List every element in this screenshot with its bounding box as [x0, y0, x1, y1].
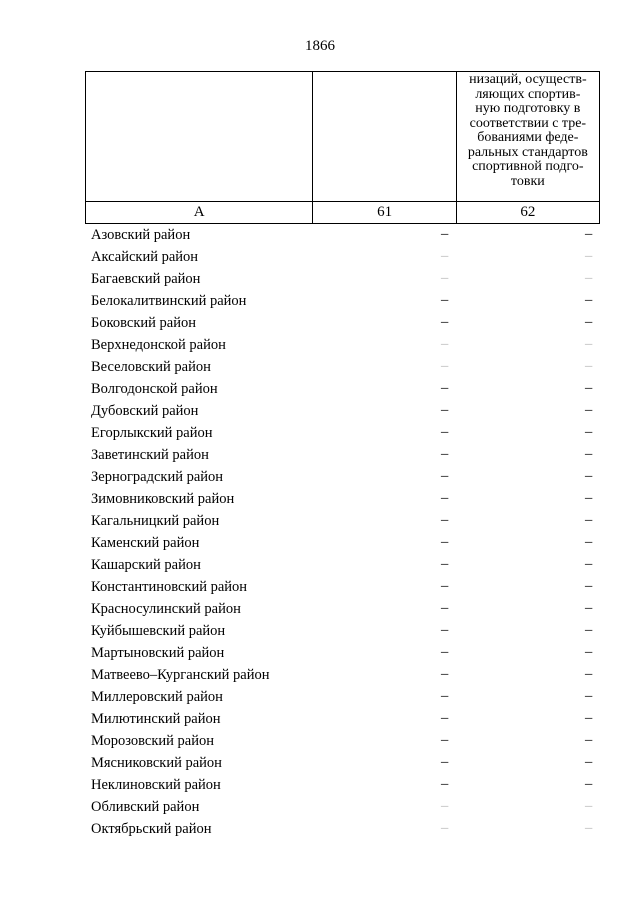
value-col-62: – [585, 622, 593, 638]
district-name: Неклиновский район [91, 777, 221, 793]
district-name: Красносулинский район [91, 601, 241, 617]
district-name: Боковский район [91, 315, 196, 331]
value-col-62: – [585, 446, 593, 462]
district-name: Константиновский район [91, 579, 248, 595]
value-col-61: – [441, 710, 449, 726]
district-name: Морозовский район [91, 733, 215, 749]
district-name: Каменский район [91, 535, 200, 551]
header-cell-1 [86, 72, 313, 202]
value-col-62: – [585, 666, 593, 682]
district-name: Мартыновский район [91, 645, 225, 661]
value-col-61: – [441, 534, 449, 550]
table-row [0, 796, 640, 818]
value-col-62: – [585, 490, 593, 506]
table-row [0, 488, 640, 510]
value-col-62: – [585, 248, 593, 264]
header-col3-text: низаций, осуществ- ляющих спортив- ную подготовку в соответствии с тре- бованиями феде- ральных стандартов спортивной подго- товки [467, 72, 588, 189]
value-col-62: – [585, 534, 593, 550]
table-row [0, 510, 640, 532]
table-row [0, 312, 640, 334]
table-row [0, 246, 640, 268]
district-name: Веселовский район [91, 359, 211, 375]
value-col-61: – [441, 644, 449, 660]
value-col-61: – [441, 226, 449, 242]
header-cell-2 [313, 72, 456, 202]
district-name: Матвеево–Курганский район [91, 667, 270, 683]
district-name: Кагальницкий район [91, 513, 220, 529]
value-col-62: – [585, 798, 593, 814]
table-row [0, 664, 640, 686]
district-name: Егорлыкский район [91, 425, 213, 441]
value-col-61: – [441, 556, 449, 572]
value-col-61: – [441, 468, 449, 484]
table-row [0, 532, 640, 554]
table-row [0, 620, 640, 642]
table-row [0, 598, 640, 620]
district-name: Азовский район [91, 227, 191, 243]
value-col-61: – [441, 446, 449, 462]
value-col-62: – [585, 754, 593, 770]
value-col-61: – [441, 776, 449, 792]
table-row [0, 774, 640, 796]
table-row [0, 268, 640, 290]
table-row [0, 554, 640, 576]
district-name: Волгодонской район [91, 381, 218, 397]
value-col-61: – [441, 754, 449, 770]
value-col-62: – [585, 732, 593, 748]
value-col-61: – [441, 292, 449, 308]
value-col-61: – [441, 512, 449, 528]
table-row [0, 422, 640, 444]
district-list [0, 224, 640, 840]
value-col-62: – [585, 710, 593, 726]
district-name: Обливский район [91, 799, 200, 815]
value-col-61: – [441, 336, 449, 352]
district-name: Кашарский район [91, 557, 201, 573]
table-row [0, 290, 640, 312]
district-name: Багаевский район [91, 271, 201, 287]
value-col-61: – [441, 424, 449, 440]
value-col-62: – [585, 270, 593, 286]
value-col-62: – [585, 424, 593, 440]
district-name: Милютинский район [91, 711, 221, 727]
district-name: Октябрьский район [91, 821, 212, 837]
value-col-62: – [585, 468, 593, 484]
value-col-62: – [585, 512, 593, 528]
district-name: Дубовский район [91, 403, 199, 419]
value-col-61: – [441, 600, 449, 616]
table-row [0, 576, 640, 598]
table-row [0, 686, 640, 708]
value-col-61: – [441, 314, 449, 330]
value-col-62: – [585, 578, 593, 594]
value-col-62: – [585, 402, 593, 418]
district-name: Верхнедонской район [91, 337, 226, 353]
value-col-61: – [441, 732, 449, 748]
value-col-62: – [585, 600, 593, 616]
value-col-62: – [585, 336, 593, 352]
value-col-61: – [441, 490, 449, 506]
table-row [0, 378, 640, 400]
value-col-62: – [585, 644, 593, 660]
table-row [0, 444, 640, 466]
column-number-62: 62 [456, 202, 599, 224]
value-col-62: – [585, 556, 593, 572]
district-name: Белокалитвинский район [91, 293, 247, 309]
district-name: Куйбышевский район [91, 623, 226, 639]
district-name: Мясниковский район [91, 755, 222, 771]
table-row [0, 400, 640, 422]
table-row [0, 708, 640, 730]
value-col-61: – [441, 666, 449, 682]
column-number-61: 61 [313, 202, 456, 224]
value-col-62: – [585, 380, 593, 396]
header-cell-3 [456, 72, 599, 202]
district-name: Заветинский район [91, 447, 209, 463]
value-col-61: – [441, 578, 449, 594]
value-col-62: – [585, 776, 593, 792]
table-header [85, 71, 600, 224]
page-number: 1866 [305, 38, 335, 54]
district-name: Зерноградский район [91, 469, 224, 485]
table-row [0, 752, 640, 774]
value-col-62: – [585, 820, 593, 836]
table-row [0, 334, 640, 356]
value-col-61: – [441, 688, 449, 704]
value-col-61: – [441, 798, 449, 814]
value-col-61: – [441, 402, 449, 418]
header-text-row [86, 72, 600, 202]
district-name: Миллеровский район [91, 689, 223, 705]
table-row [0, 466, 640, 488]
table-row [0, 730, 640, 752]
district-name: Аксайский район [91, 249, 199, 265]
table-row [0, 356, 640, 378]
district-name: Зимовниковский район [91, 491, 235, 507]
table-row [0, 224, 640, 246]
value-col-61: – [441, 248, 449, 264]
value-col-62: – [585, 292, 593, 308]
value-col-62: – [585, 688, 593, 704]
column-number-a: А [86, 202, 313, 224]
value-col-61: – [441, 380, 449, 396]
value-col-61: – [441, 358, 449, 374]
table-row [0, 642, 640, 664]
value-col-62: – [585, 358, 593, 374]
value-col-61: – [441, 820, 449, 836]
column-number-row [86, 202, 600, 224]
value-col-62: – [585, 226, 593, 242]
table-row [0, 818, 640, 840]
value-col-61: – [441, 270, 449, 286]
value-col-62: – [585, 314, 593, 330]
value-col-61: – [441, 622, 449, 638]
